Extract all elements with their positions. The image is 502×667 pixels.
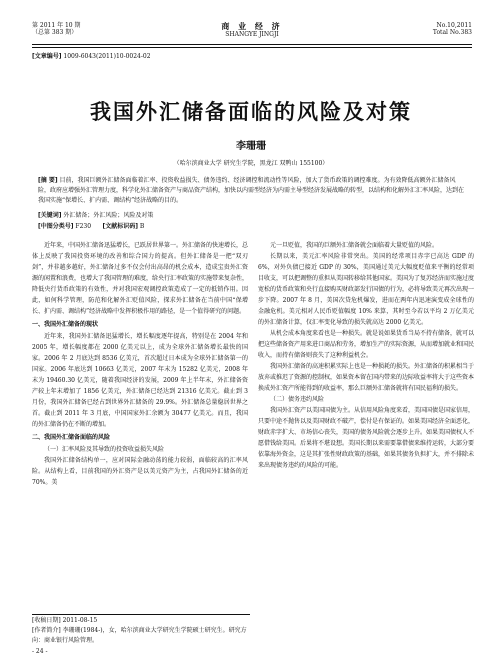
paragraph: 元一旦贬值，我国的巨额外汇储备就会面临着大量贬值的风险。 — [270, 242, 439, 249]
keywords-block — [38, 210, 153, 232]
paragraph: 我国外汇资产以美国国债为主。从信用风险角度来看，美国国债是国家信用，只要中途不抛售以及美国财政不破产，偿付是有保证的。如果美国经济全面恶化，财政赤字扩大、市场信心丧失，美国的债务风险就会逐步上升。如果美国债权人不愿借钱给美国。后果将不堪设想。美国长期以来需要靠借债来维持运转，大部分要依靠海外资金，这是其扩张性财政政策的基础，如果其债务负担扩大，并不排除未来出现债务违约的风险的可能。 — [258, 407, 475, 469]
paragraph: 长期以来，美元汇率风险非常突出。美国的经常项目赤字已高达 GDP 的 6%，对外负债已接近 GDP 的 30%，美国通过美元大幅度贬值来平衡的经常项目收支，可以把调整的重担从美国转移给其他国家。美国为了复苏经济而实施过度宽松的货币政策和央行直接购买财政部发行国债的行为，必将导致美元再次出现一步下降。2007 年 8 月，美国次贷危机爆发，进而在两年内迅速演变成全球性的金融危机。美元相对人民币贬值幅度 10% 来算，其时至今若以平均 2 万亿美元的外汇储备计算，仅汇率变化导致的损失就高达 2000 亿美元。 — [258, 253, 475, 326]
doc-code-label: [文献标识码] — [102, 223, 138, 230]
paragraph: 从机会成本角度来看也是一种损失。就是说如果货币当局不持有储备，就可以把这些储备资产用来进口商品和劳务，增加生产的实际资源，从而增加就业和国民收入，而持有储备则丧失了这种利益机会。 — [258, 330, 475, 359]
article-code — [32, 51, 151, 60]
issue-number-en: No.10,2011 — [436, 22, 472, 29]
subsection-heading: （一）汇率风险及其导致的投资收益损失风险 — [44, 446, 165, 453]
keywords-text: 外汇储备；外汇风险；风险及对策 — [63, 212, 154, 219]
running-header — [32, 22, 472, 44]
issue-total-en: Total No.383 — [432, 29, 472, 36]
footnote-rule — [32, 614, 250, 615]
received-value: 2011-08-15 — [62, 617, 98, 624]
clc-label: [中图分类号] — [38, 223, 74, 230]
header-rule-top — [32, 44, 472, 45]
body-column-right — [258, 240, 474, 640]
issue-info-en — [433, 22, 472, 36]
author-affiliation: （哈尔滨商业大学 研究生学院，黑龙江 双鸭山 155100） — [173, 160, 329, 167]
doc-code-value: B — [139, 223, 145, 230]
journal-name-cn: 商 业 经 济 — [221, 21, 283, 31]
journal-name-en: SHANGYE JINGJI — [225, 31, 279, 38]
article-code-label: [文章编号] — [32, 53, 62, 60]
received-date — [32, 616, 250, 626]
abstract — [38, 176, 464, 206]
page-number: - 24 - — [32, 648, 48, 655]
paragraph: 近年来，我国外汇储备迅猛增长，增长幅度逐年提高，特别是在 2004 年和 2005 年，增长幅度都在 2000 亿美元以上，成为全球外汇储备增长最快的国家。2006 年 2 月底达到 8536 亿美元，首次超过日本成为全球外汇储备第一的国家。2006 年底达到 10663 亿美元，2007 年末为 15282 亿美元，2008 年末为 19460.30 亿美元，随着我国经济的发展，2009 年上半年末，外汇储备资产较上年末增加了 1856 亿美元，外汇储备已经达到 21316 亿美元。截止到 3 月份，我国外汇储备已经占到世界外汇储备的 29.9%。外汇储备总量稳居世界之首。截止到 2011 年 3 月底，中国国家外汇余额为 30477 亿美元。而且，我国的外汇储备仍在不断的增加。 — [32, 333, 248, 428]
keywords-line — [38, 210, 153, 221]
article-author: 李珊珊 — [236, 141, 266, 152]
paragraph: 我国外汇储备的高速积累实际上也是一种损耗的损失。外汇储备的积累相当于放弃或推迟了资源的控制权，如果资本留在国内带来的边际收益率将大于这些资本换成外汇资产所能得到的收益率，那么巨额外汇储备就将有国民福利的损失。 — [258, 363, 475, 392]
article-code-value: 1009-6043(2011)10-0024-02 — [63, 53, 151, 60]
abstract-text: 目前，我国巨额外汇储备面临着汇率、投资收益损失、债务违约、经济调控和流动性等风险，加大了货币政策的调控难度。为有效降低高额外汇储备风险，政府应增强外汇管理力度，科学化外汇储备资产与商品资产结构，加快以内需型经济为内需主导型经济发展战略的转型，以结构和化解外汇汇率风险，达到在我国实施“保增长、扩内需、调结构”经济战略的目的。 — [38, 177, 465, 204]
header-rule-bottom — [32, 47, 472, 48]
issue-total: （总第 383 期） — [32, 29, 78, 36]
abstract-label: [摘 要] — [38, 177, 58, 184]
journal-name — [32, 22, 472, 38]
paragraph: 我国外汇储备结构单一，应对国际金融动荡的能力较弱，面临较高的汇率风险。从结构上看，目前我国的外汇资产是以美元资产为主，占我国外汇储备的近 70%。美 — [32, 457, 248, 486]
issue-number: 第 2011 年 10 期 — [32, 22, 81, 29]
article-title: 我国外汇储备面临的风险及对策 — [90, 100, 412, 124]
keywords-label: [关键词] — [38, 212, 62, 219]
clc-value: F230 — [75, 223, 92, 230]
author-bio — [32, 626, 250, 646]
body-column-left — [32, 240, 248, 612]
classification-line — [38, 221, 153, 232]
subsection-heading: （二）债务违约风险 — [270, 396, 325, 403]
author-bio-value: 李珊珊(1984-)，女，哈尔滨商业大学研究生学院硕士研究生。研究方向：商业银行风险管理。 — [32, 627, 247, 644]
section-heading: 二、我国外汇储备面临的风险 — [32, 434, 111, 441]
footnote — [32, 616, 250, 646]
section-heading: 一、我国外汇储备的现状 — [32, 321, 99, 328]
author-bio-label: [作者简介] — [32, 627, 61, 634]
received-label: [收稿日期] — [32, 617, 61, 624]
paragraph: 近年来，中国外汇储备迅猛增长，已跃居世界第一。外汇储备的快速增长，总体上反映了我国投资环境的改善和综合国力的提高。但外汇储备是一把“双刃剑”，并非越多越好，外汇储备过多不仅会付出高昂的机会成本，造成宝贵外汇资源的闲置和浪费，也增大了我国管理的难度，给央行汇率政策的实施带来复杂性，降低央行货币政策的有效性，并对我国宏观调控政策造成了一定的抵销作用。因此，如何科学管理，防范和化解外汇贬值风险，探求外汇储备在当前中国“保增长、扩内需、调结构”经济战略中发挥积极作用的路径，是一个值得研究的问题。 — [32, 242, 249, 315]
